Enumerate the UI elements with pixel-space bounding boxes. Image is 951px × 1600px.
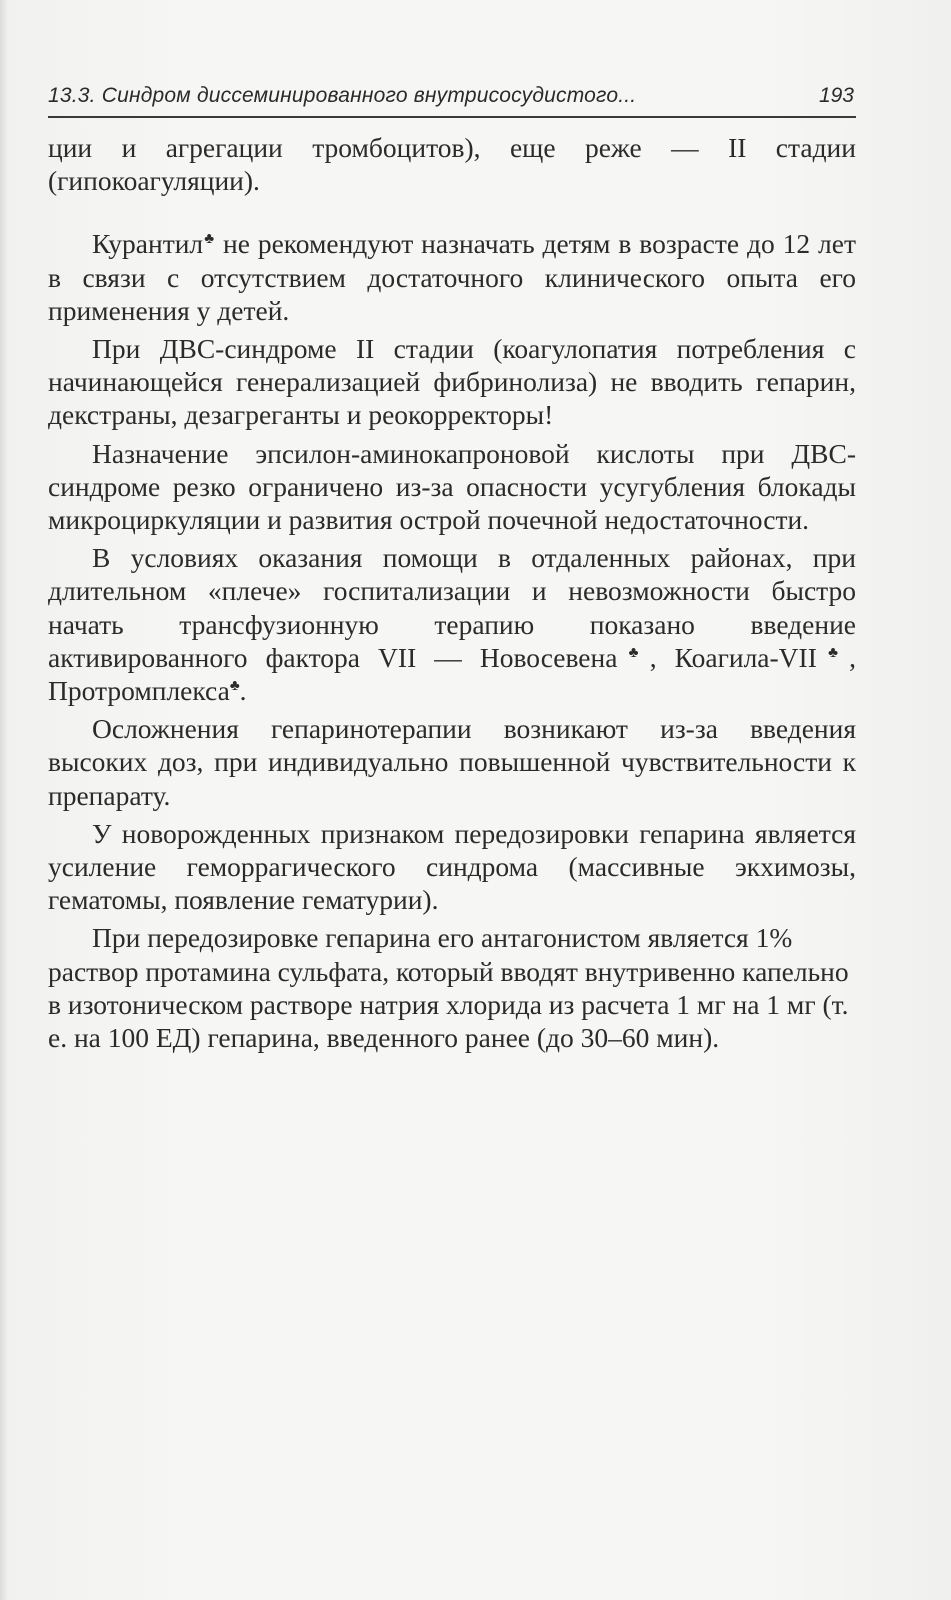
page-edge-shadow [0,0,8,1600]
body-text [48,131,856,1059]
paragraph: ции и агрегации тромбоцитов), еще реже — II стадии (гипокоагуляции). [48,132,856,197]
paragraph: При ДВС-синдроме II стадии (коагулопатия потребления с начинающейся генерализацией фибринолиза) не вводить гепарин, декстраны, дезагреганты и реокорректоры! [48,333,856,431]
paragraph: В условиях оказания помощи в отдаленных районах, при длительном «плече» госпитализации и невозможности быстро начать трансфузионную терапию показано введение активированного фактора VII — Новосевена♣, Коагила-VII♣, Протромплекса♣. [48,542,856,707]
running-header-title: 13.3. Синдром диссеминированного внутрисосудистого... [48,84,637,107]
page-number: 193 [818,84,854,107]
paragraph: Курантил♣ не рекомендуют назначать детям в возрасте до 12 лет в связи с отсутствием достаточного клинического опыта его применения у детей. [48,228,856,326]
trademark-club-icon: ♣ [816,644,850,661]
trademark-club-icon: ♣ [203,231,216,248]
paragraph: У новорожденных признаком передозировки гепарина является усиление геморрагического синдрома (массивные экхимозы, гематомы, появление гематурии). [48,817,856,916]
paragraph: При передозировке гепарина его антагонистом является 1% раствор протамина сульфата, который вводят внутривенно капельно в изотоническом растворе натрия хлорида из расчета 1 мг на 1 мг (т. е. на 100 ЕД) гепарина, введенного ранее (до 30–60 мин). [48,922,849,1054]
paragraph: Назначение эпсилон-аминокапроновой кислоты при ДВС-синдроме резко ограничено из-за опасности усугубления блокады микроциркуляции и развития острой почечной недостаточности. [48,437,856,536]
trademark-club-icon: ♣ [229,678,240,695]
paragraph: Осложнения гепаринотерапии возникают из-за введения высоких доз, при индивидуально повышенной чувствительности к препарату. [48,713,856,811]
trademark-club-icon: ♣ [617,644,650,661]
running-header [48,76,856,118]
